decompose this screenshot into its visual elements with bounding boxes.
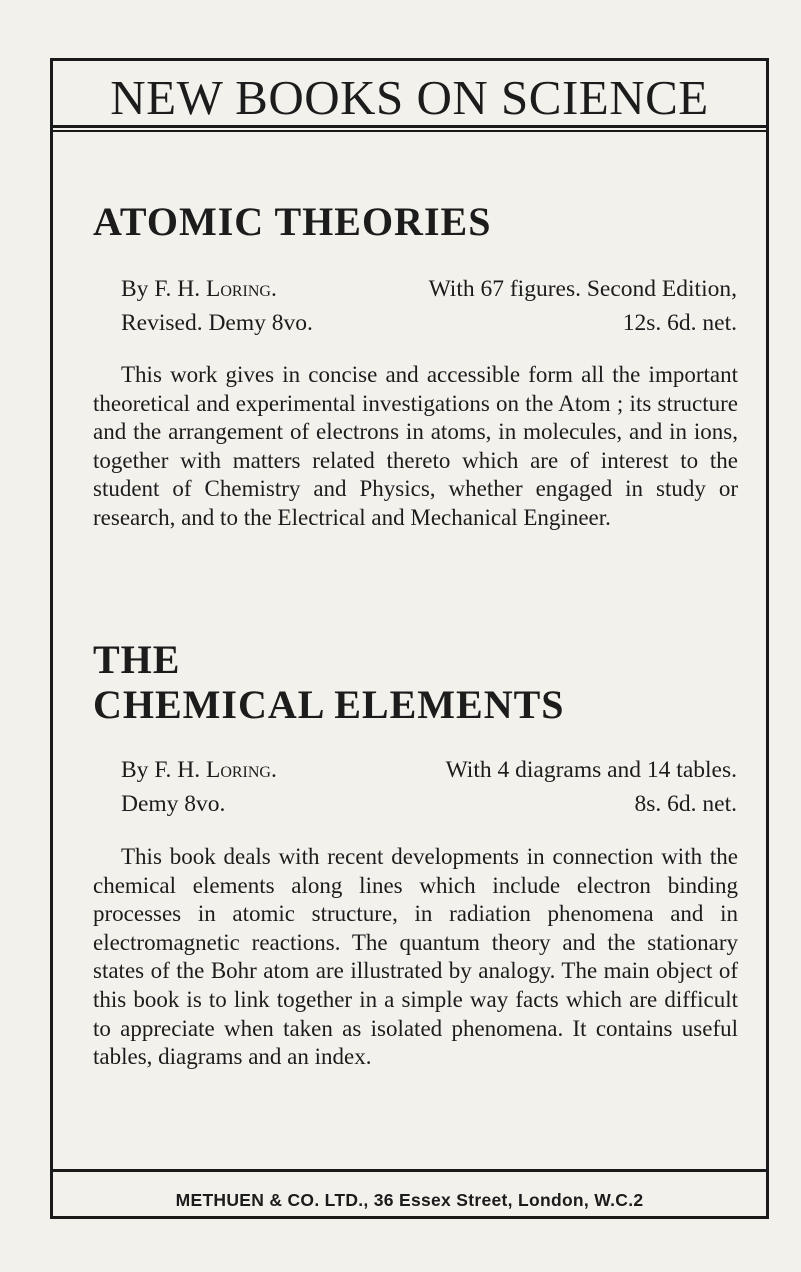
book-price: 8s. 6d. net. [634, 791, 737, 817]
book-format: Revised. Demy 8vo. [121, 310, 313, 336]
page-heading: NEW BOOKS ON SCIENCE [110, 70, 709, 125]
meta-line [121, 306, 737, 340]
meta-line [121, 753, 737, 787]
meta-line [121, 787, 737, 821]
book-description-atomic-theories: This work gives in concise and accessible form all the important theoretical and experimental investigations on the Atom ; its structure and the arrangement of electrons in atoms, in molecules, and in ions, together with matters related thereto which are of interest to the student of Chemistry and Physics, whether engaged in study or research, and to the Electrical and Mechanical Engineer. [93, 362, 738, 530]
top-rule [50, 58, 769, 61]
by-label: By [121, 757, 149, 783]
book-price: 12s. 6d. net. [622, 310, 737, 336]
book-title-the: THE [93, 637, 181, 682]
book-meta-chemical-elements [121, 753, 737, 821]
book-details: With 67 figures. Second Edition, [428, 276, 737, 302]
book-format: Demy 8vo. [121, 791, 226, 817]
author-line [121, 272, 277, 306]
meta-line [121, 272, 737, 306]
book-details: With 4 diagrams and 14 tables. [445, 757, 737, 783]
author-name: F. H. Loring. [154, 276, 277, 302]
author-line [121, 753, 277, 787]
book-description-chemical-elements: This book deals with recent developments in connection with the chemical elements along lines which include electron binding processes in atomic structure, in radiation phenomena and in electromagnetic reactions. The quantum theory and the stationary states of the Bohr atom are illustrated by analogy. The main object of this book is to link together in a simple way facts which are difficult to appreciate when taken as isolated phenomena. It contains useful tables, diagrams and an index. [93, 844, 738, 1070]
author-name: F. H. Loring. [154, 757, 277, 783]
by-label: By [121, 276, 149, 302]
footer-top-rule [50, 1169, 769, 1172]
heading-rule-inner [50, 130, 769, 132]
bottom-rule [50, 1216, 769, 1219]
book-title-atomic-theories: ATOMIC THEORIES [93, 199, 492, 244]
book-title-chemical-elements: CHEMICAL ELEMENTS [93, 682, 565, 727]
publisher-footer: METHUEN & CO. LTD., 36 Essex Street, London, W.C.2 [175, 1190, 644, 1210]
book-meta-atomic-theories [121, 272, 737, 340]
